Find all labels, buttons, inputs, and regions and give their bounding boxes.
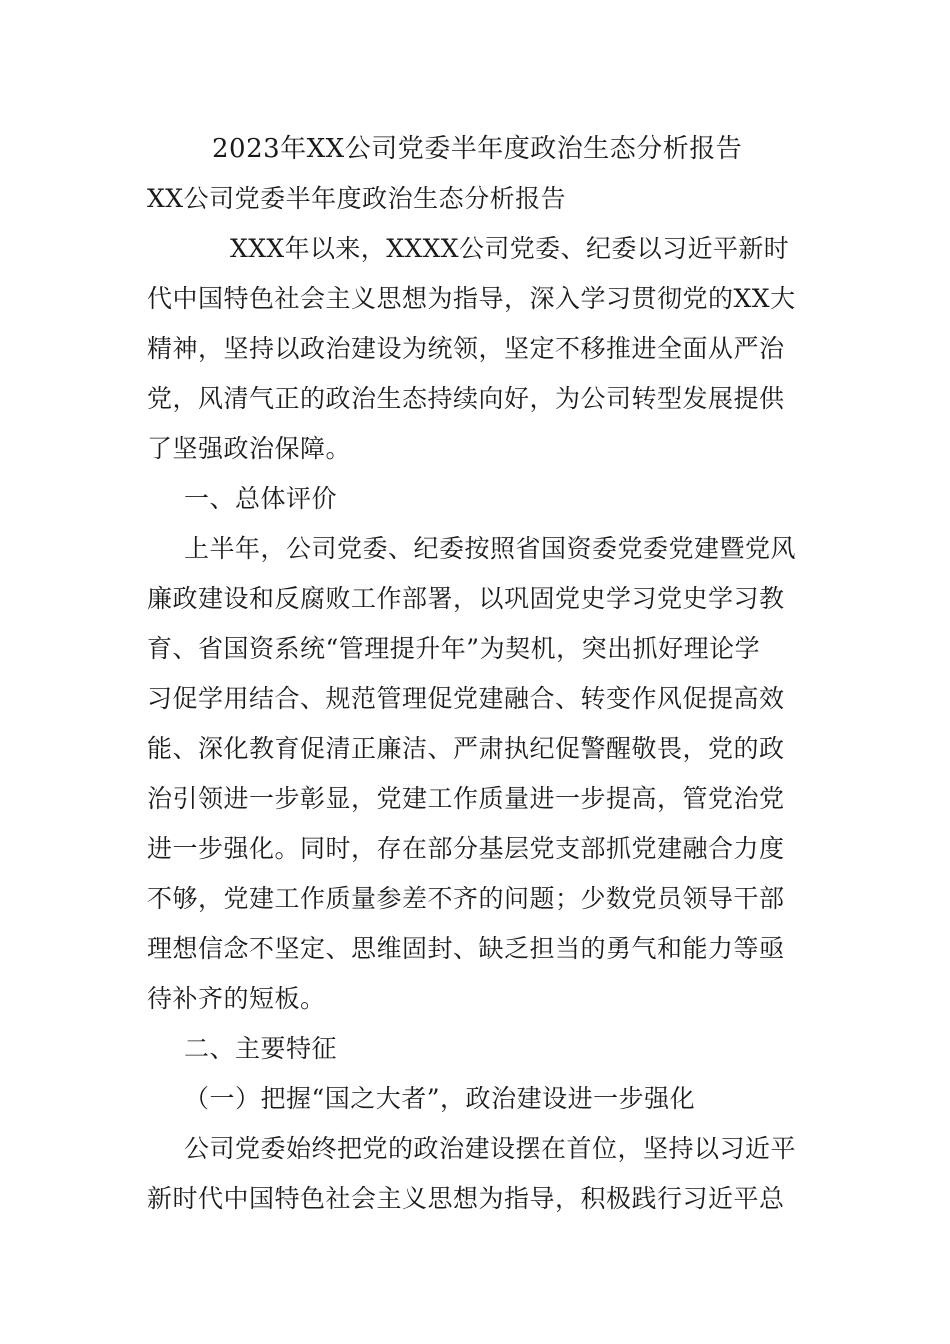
- paragraph-line: XXX年以来，XXXX公司党委、纪委以习近平新时: [230, 234, 790, 263]
- subsection-heading-political-building: （一）把握“国之大者”，政治建设进一步强化: [184, 1084, 696, 1113]
- section-heading-overall-evaluation: 一、总体评价: [184, 484, 338, 513]
- document-title: 2023年XX公司党委半年度政治生态分析报告: [212, 134, 743, 164]
- paragraph-line: 治引领进一步彰显，党建工作质量进一步提高，管党治党: [147, 784, 785, 813]
- paragraph-line: 党，风清气正的政治生态持续向好，为公司转型发展提供: [147, 384, 785, 413]
- paragraph-line: 上半年，公司党委、纪委按照省国资委党委党建暨党风: [184, 534, 797, 563]
- paragraph-line: 廉政建设和反腐败工作部署，以巩固党史学习党史学习教: [147, 584, 785, 613]
- paragraph-line: 习促学用结合、规范管理促党建融合、转变作风促提高效: [147, 684, 785, 713]
- paragraph-line: 能、深化教育促清正廉洁、严肃执纪促警醒敬畏，党的政: [147, 734, 785, 763]
- paragraph-line: 公司党委始终把党的政治建设摆在首位，坚持以习近平: [184, 1134, 797, 1163]
- paragraph-line: 理想信念不坚定、思维固封、缺乏担当的勇气和能力等亟: [147, 934, 785, 963]
- paragraph-line: 待补齐的短板。: [147, 984, 326, 1013]
- paragraph-line: 育、省国资系统“管理提升年”为契机，突出抓好理论学: [147, 634, 761, 663]
- paragraph-line: 新时代中国特色社会主义思想为指导，积极践行习近平总: [147, 1184, 785, 1213]
- paragraph-line: 了坚强政治保障。: [147, 434, 352, 463]
- paragraph-line: 不够，党建工作质量参差不齐的问题；少数党员领导干部: [147, 884, 785, 913]
- paragraph-line: 精神，坚持以政治建设为统领，坚定不移推进全面从严治: [147, 334, 785, 363]
- document-subtitle: XX公司党委半年度政治生态分析报告: [147, 184, 567, 213]
- paragraph-line: 代中国特色社会主义思想为指导，深入学习贯彻党的XX大: [147, 284, 796, 313]
- section-heading-main-features: 二、主要特征: [184, 1034, 338, 1063]
- paragraph-line: 进一步强化。同时，存在部分基层党支部抓党建融合力度: [147, 834, 785, 863]
